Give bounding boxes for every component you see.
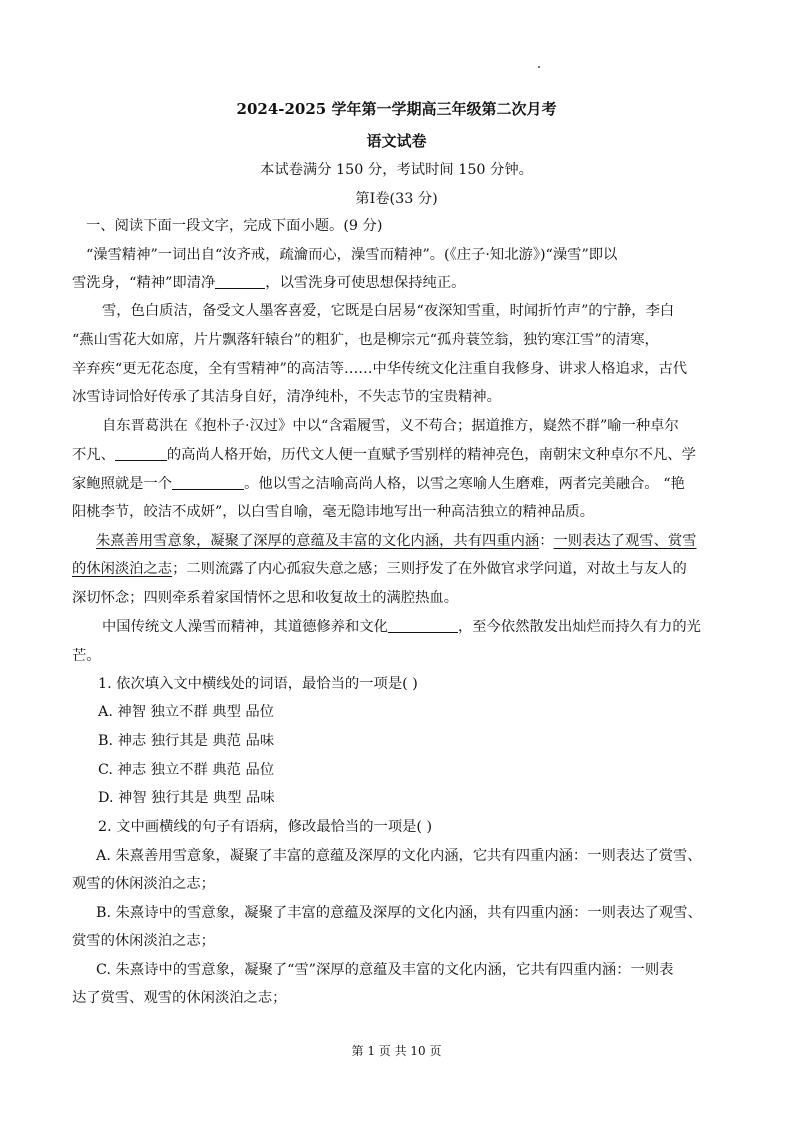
part-heading: 第Ⅰ卷(33 分) — [355, 191, 438, 207]
exam-title: 2024-2025 学年第一学期高三年级第二次月考 — [236, 100, 557, 118]
text-run: 的高尚人格开始，历代文人便一直赋予雪别样的精神亮色，南朝宋文种卓尔不凡、学 — [166, 447, 696, 463]
passage-line — [72, 445, 696, 465]
text-run: ，以雪洗身可使思想保持纯正。 — [265, 275, 466, 291]
passage-line: “燕山雪花大如席，片片飘落轩辕台”的粗犷，也是柳宗元“孤舟蓑笠翁，独钓寒江雪”的清寒， — [72, 332, 659, 348]
fill-blank — [172, 474, 244, 490]
option-c: C. 神志 独立不群 典范 品位 — [98, 762, 275, 778]
option-d: D. 神智 独行其是 典型 品味 — [98, 790, 275, 806]
passage-line — [102, 617, 701, 637]
option-a: A. 朱熹善用雪意象，凝聚了丰富的意蕴及深厚的文化内涵，它共有四重内涵：一则表达了赏雪、 — [96, 848, 702, 864]
exam-subtitle: 语文试卷 — [366, 132, 427, 150]
option-b-cont: 赏雪的休闲淡泊之志； — [72, 933, 215, 949]
underlined-sentence: 的休闲淡泊之志 — [72, 561, 173, 577]
section-heading: 一、阅读下面一段文字，完成下面小题。(9 分) — [86, 218, 383, 234]
option-b: B. 神志 独行其是 典范 品味 — [98, 733, 275, 749]
option-b: B. 朱熹诗中的雪意象，凝聚了丰富的意蕴及深厚的文化内涵，共有四重内涵：一则表达了观雪、 — [96, 905, 702, 921]
option-a: A. 神智 独立不群 典型 品位 — [98, 704, 275, 720]
passage-line — [96, 531, 696, 551]
text-run: 雪洗身，“精神”即清净 — [72, 275, 216, 291]
option-c-cont: 达了赏雪、观雪的休闲淡泊之志； — [72, 990, 287, 1006]
text-run: ： — [539, 533, 554, 549]
passage-line: 深切怀念；四则牵系着家国情怀之思和收复故土的满腔热血。 — [72, 590, 459, 606]
underlined-sentence: 朱熹善用雪意象，凝聚了深厚的意蕴及丰富的文化内涵，共有四重内涵 — [96, 533, 540, 549]
passage-line: 阳桃李节，皎洁不成妍”，以白雪自喻，毫无隐讳地写出一种高洁独立的精神品质。 — [72, 504, 594, 520]
option-c: C. 朱熹诗中的雪意象，凝聚了“雪”深厚的意蕴及丰富的文化内涵，它共有四重内涵：一则表 — [96, 962, 674, 978]
fill-blank — [115, 445, 167, 461]
question-stem: 2. 文中画横线的句子有语病，修改最恰当的一项是( ) — [98, 819, 433, 835]
passage-line: “澡雪精神”一词出自“汝齐戒，疏瀹而心，澡雪而精神”。(《庄子·知北游》)“澡雪”即以 — [86, 247, 618, 263]
text-run: ；二则流露了内心孤寂失意之感；三则抒发了在外做官求学问道，对故土与友人的 — [172, 561, 687, 577]
exam-info: 本试卷满分 150 分，考试时间 150 分钟。 — [260, 162, 533, 178]
passage-line — [72, 474, 685, 494]
passage-line: 芒。 — [72, 648, 101, 664]
passage-line: 冰雪诗词恰好传承了其洁身自好，清净纯朴，不失志节的宝贵精神。 — [72, 389, 501, 405]
text-run: 中国传统文人澡雪而精神，其道德修养和文化 — [102, 619, 388, 635]
text-run: 。他以雪之洁喻高尚人格，以雪之寒喻人生磨难，两者完美融合。 “艳 — [244, 476, 685, 492]
passage-line — [72, 559, 687, 579]
passage-line: 辛弃疾“更无花态度，全有雪精神”的高洁等……中华传统文化注重自我修身、讲求人格追求，古代 — [72, 361, 688, 377]
passage-line: 雪，色白质洁，备受文人墨客喜爱，它既是白居易“夜深知雪重，时闻折竹声”的宁静，李白 — [102, 303, 675, 319]
text-run: ，至今依然散发出灿烂而持久有力的光 — [457, 619, 701, 635]
question-stem: 1. 依次填入文中横线处的词语，最恰当的一项是( ) — [98, 676, 418, 692]
text-run: 家鲍照就是一个 — [72, 476, 173, 492]
option-a-cont: 观雪的休闲淡泊之志； — [72, 876, 215, 892]
underlined-sentence: 一则表达了观雪、赏雪 — [553, 533, 697, 549]
page-footer: 第 1 页 共 10 页 — [351, 1044, 442, 1058]
fill-blank — [388, 617, 458, 633]
passage-line — [72, 273, 465, 293]
scan-dot — [538, 66, 540, 68]
text-run: 不凡、 — [72, 447, 115, 463]
passage-line: 自东晋葛洪在《抱朴子·汉过》中以“含霜履雪，义不苟合；据道推方，嶷然不群”喻一种卓尔 — [102, 418, 679, 434]
fill-blank — [215, 273, 265, 289]
